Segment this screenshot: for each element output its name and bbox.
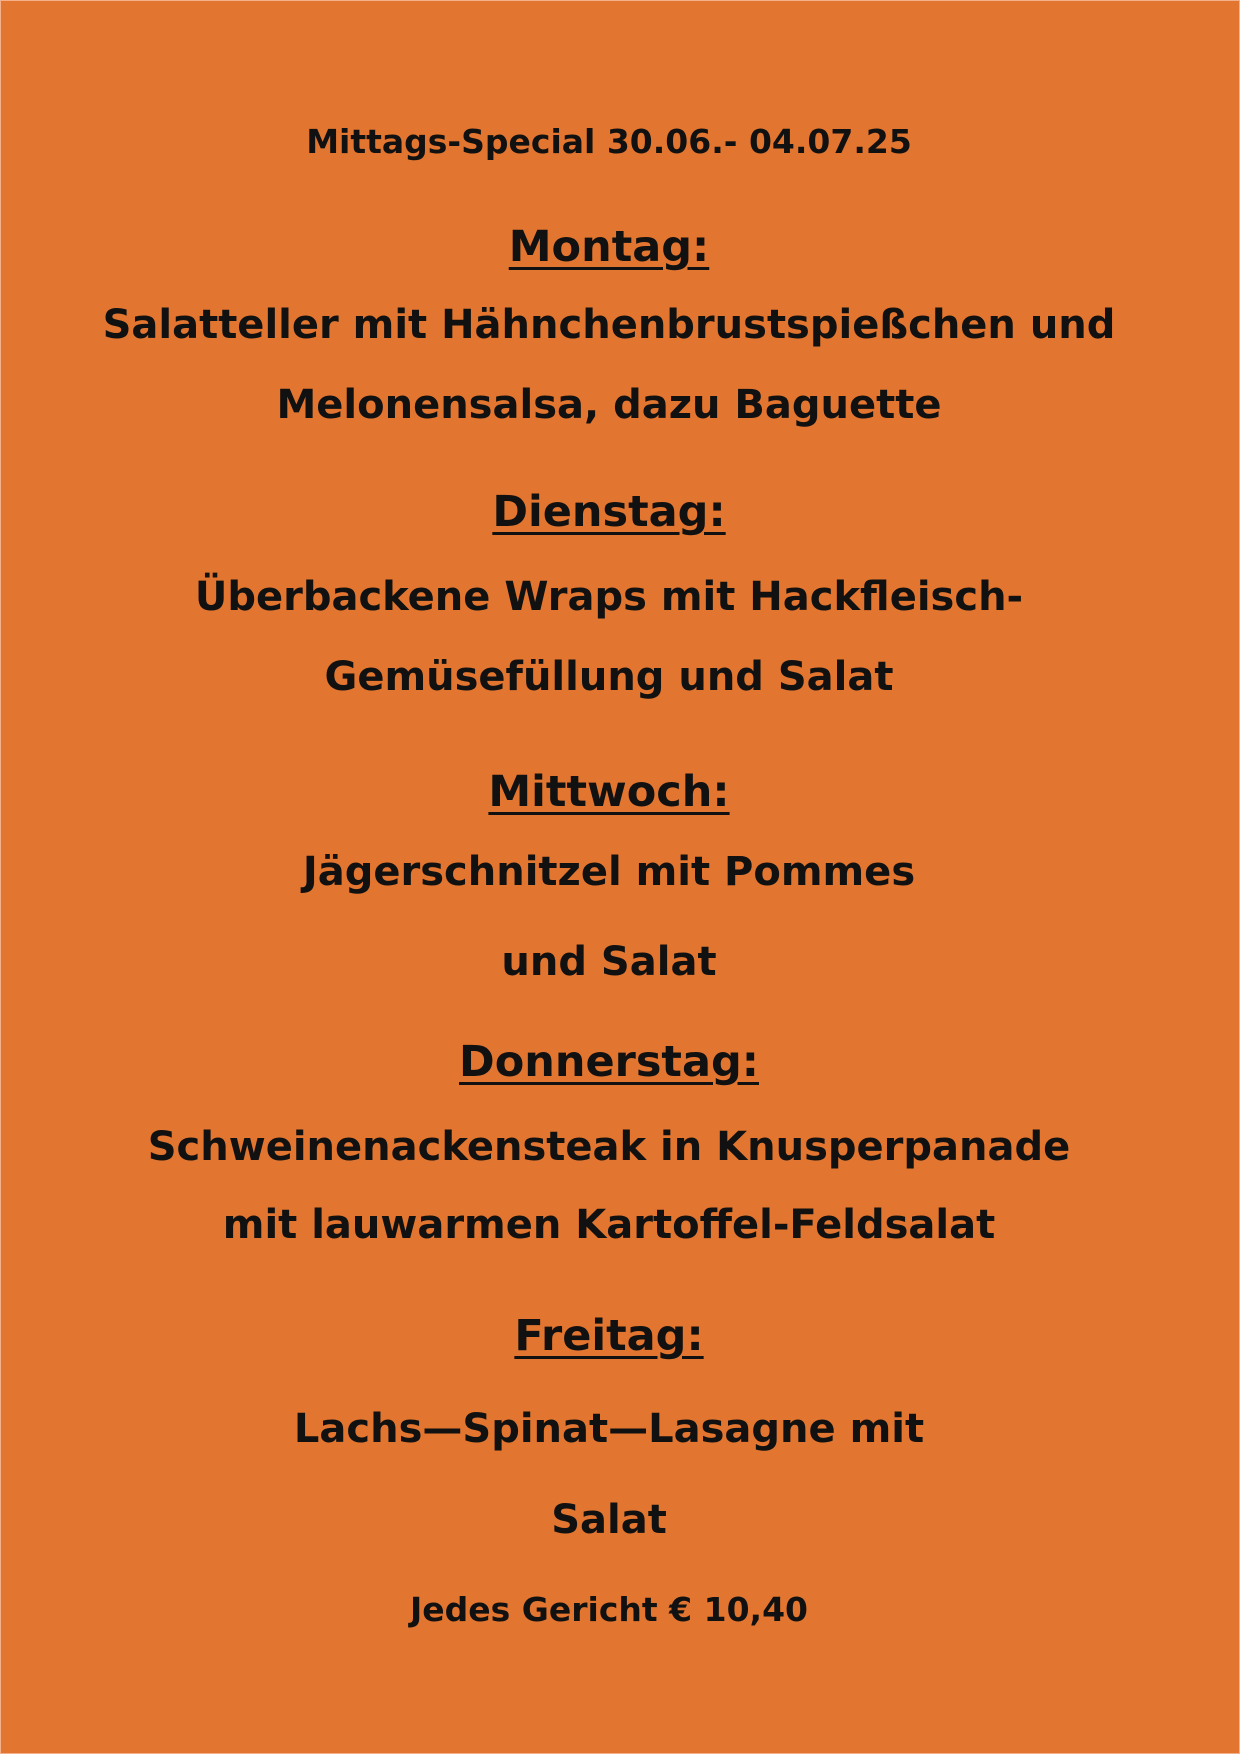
dish-freitag-line-1: Lachs—Spinat—Lasagne mit: [293, 1406, 925, 1452]
day-heading-dienstag: Dienstag:: [492, 487, 726, 537]
dish-dienstag-line-2: Gemüsefüllung und Salat: [324, 654, 894, 700]
dish-donnerstag-line-1: Schweinenackensteak in Knusperpanade: [147, 1124, 1071, 1170]
dish-freitag-line-2: Salat: [551, 1497, 667, 1543]
price-note: Jedes Gericht € 10,40: [410, 1590, 808, 1629]
dish-mittwoch-line-1: Jägerschnitzel mit Pommes: [302, 849, 916, 895]
dish-donnerstag-line-2: mit lauwarmen Kartoffel-Feldsalat: [222, 1202, 996, 1248]
day-heading-freitag: Freitag:: [514, 1311, 704, 1361]
day-heading-mittwoch: Mittwoch:: [488, 767, 730, 817]
menu-title: Mittags-Special 30.06.- 04.07.25: [306, 122, 912, 161]
dish-montag-line-1: Salatteller mit Hähnchenbrustspießchen und: [102, 302, 1116, 348]
dish-mittwoch-line-2: und Salat: [501, 939, 717, 985]
dish-dienstag-line-1: Überbackene Wraps mit Hackfleisch-: [194, 574, 1024, 620]
day-heading-montag: Montag:: [508, 222, 710, 272]
day-heading-donnerstag: Donnerstag:: [459, 1037, 759, 1087]
dish-montag-line-2: Melonensalsa, dazu Baguette: [276, 382, 942, 428]
